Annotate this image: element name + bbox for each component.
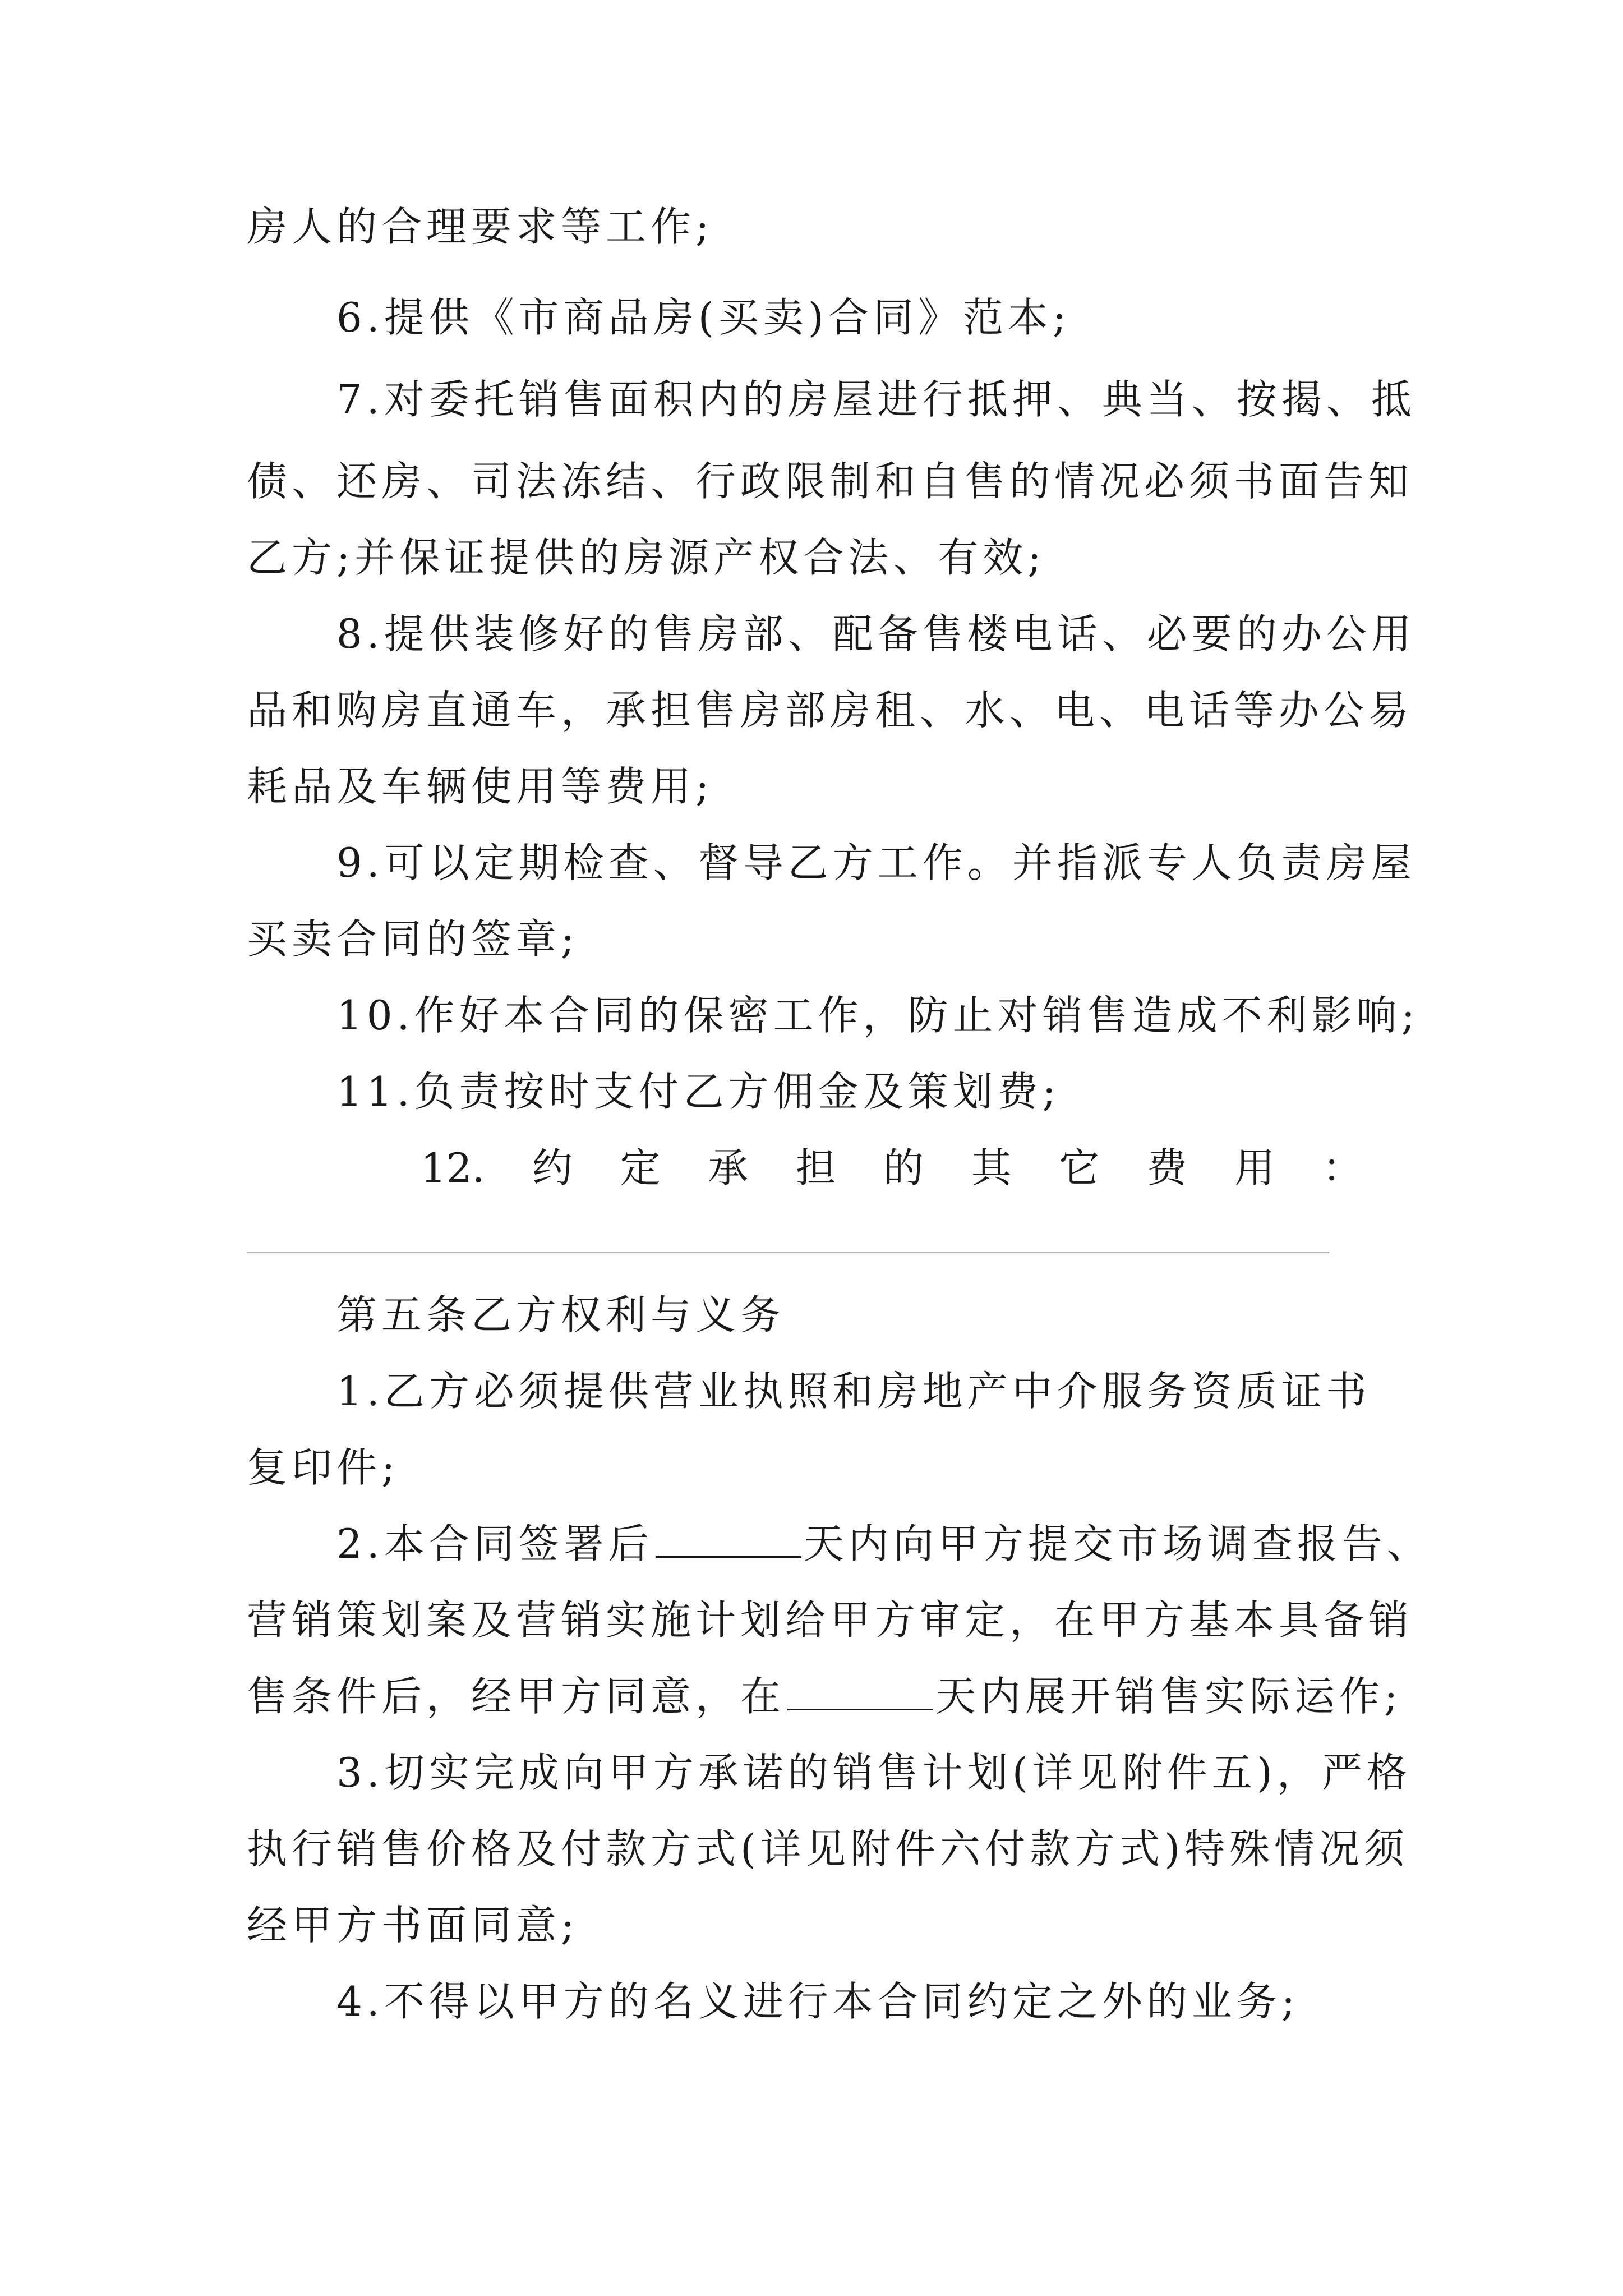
text-line: 耗品及车辆使用等费用; (247, 763, 714, 810)
text-line: 房人的合理要求等工作; (247, 203, 714, 250)
text-fragment: 担 (795, 1144, 836, 1191)
text-line: 经甲方书面同意; (247, 1902, 579, 1949)
list-item-8: 8.提供装修好的售房部、配备售楼电话、必要的办公用 (336, 610, 1416, 657)
blank-field (787, 1673, 933, 1710)
text-line: 乙方;并保证提供的房源产权合法、有效; (247, 534, 1046, 581)
list-item-10: 10.作好本合同的保密工作，防止对销售造成不利影响; (336, 992, 1419, 1039)
text-line: 复印件; (247, 1444, 400, 1491)
list-item-1: 1.乙方必须提供营业执照和房地产中介服务资质证书 (336, 1368, 1371, 1415)
text-fragment: 它 (1059, 1144, 1100, 1191)
list-item-3: 3.切实完成向甲方承诺的销售计划(详见附件五)，严格 (336, 1749, 1412, 1796)
text-fragment: 费 (1146, 1144, 1187, 1191)
list-item-2 (336, 1517, 1432, 1571)
text-fragment: 售条件后，经甲方同意，在 (247, 1673, 786, 1720)
text-fragment: 2.本合同签署后 (336, 1520, 653, 1567)
text-fragment: 其 (971, 1144, 1012, 1191)
text-line: 债、还房、司法冻结、行政限制和自售的情况必须书面告知 (247, 458, 1414, 505)
fill-in-line (247, 1252, 1329, 1253)
text-fragment: 天内展开销售实际运作; (935, 1673, 1403, 1720)
text-fragment: 用 (1234, 1144, 1275, 1191)
text-fragment: 天内向甲方提交市场调查报告、 (803, 1520, 1432, 1567)
text-fragment: 约 (532, 1144, 573, 1191)
text-line: 执行销售价格及付款方式(详见附件六付款方式)特殊情况须 (247, 1825, 1409, 1872)
list-item-11: 11.负责按时支付乙方佣金及策划费; (336, 1068, 1061, 1115)
text-line (247, 1669, 1402, 1723)
list-item-9: 9.可以定期检查、督导乙方工作。并指派专人负责房屋 (336, 839, 1416, 886)
text-fragment: 12. (421, 1144, 485, 1191)
section-heading: 第五条乙方权利与义务 (336, 1291, 786, 1338)
blank-field (656, 1520, 801, 1558)
text-fragment: 的 (883, 1144, 924, 1191)
text-fragment: 承 (708, 1144, 749, 1191)
text-line: 买卖合同的签章; (247, 915, 579, 963)
text-fragment: ： (1322, 1144, 1363, 1191)
text-line: 营销策划案及营销实施计划给甲方审定，在甲方基本具备销 (247, 1596, 1414, 1644)
list-item-6: 6.提供《市商品房(买卖)合同》范本; (336, 294, 1071, 341)
text-fragment: 定 (620, 1144, 661, 1191)
list-item-4: 4.不得以甲方的名义进行本合同约定之外的业务; (336, 1978, 1299, 2025)
text-line: 品和购房直通车，承担售房部房租、水、电、电话等办公易 (247, 687, 1414, 734)
list-item-7: 7.对委托销售面积内的房屋进行抵押、典当、按揭、抵 (336, 376, 1416, 423)
list-item-12 (421, 1141, 1363, 1195)
